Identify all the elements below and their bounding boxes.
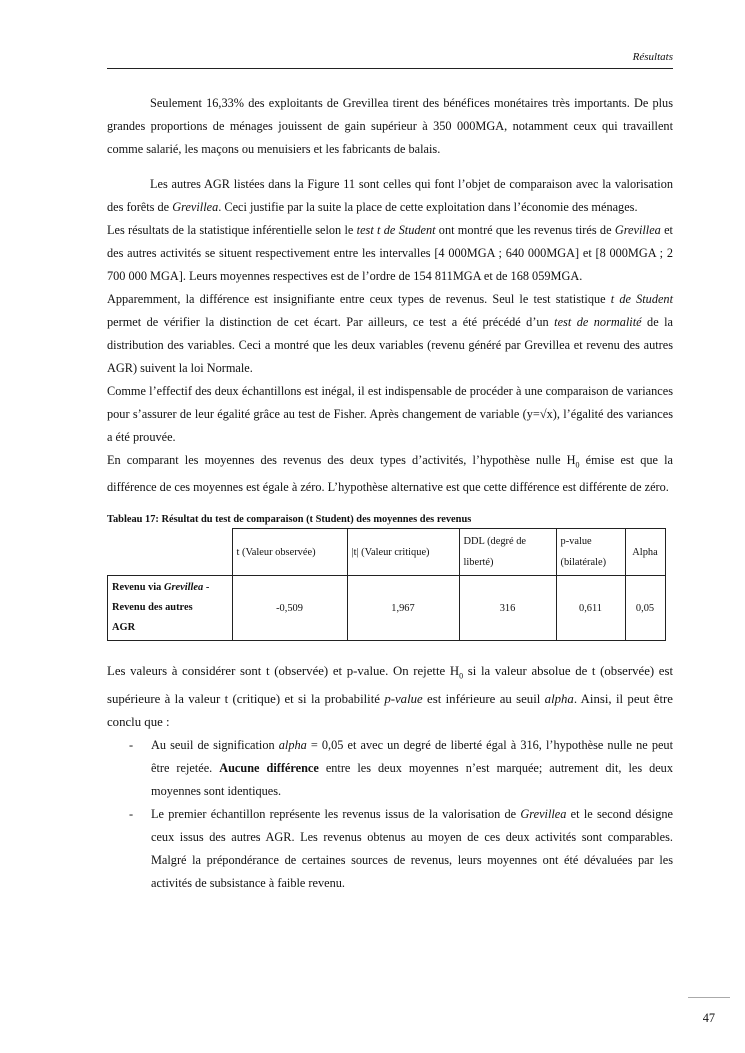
header-rule (107, 68, 673, 69)
cell-ddl: 316 (459, 576, 556, 641)
p3-text-a: Les résultats de la statistique inférentielle selon le (107, 223, 357, 237)
spacer (107, 161, 673, 173)
after-text-4: est inférieure au seuil (422, 692, 545, 706)
p6-subscript: 0 (575, 460, 580, 470)
after-subscript: 0 (459, 672, 464, 681)
after-text-1: Les valeurs à considérer sont t (observée) et p-value. On rejette H (107, 664, 460, 679)
dash-bullet: - (129, 807, 134, 821)
p4-test-name: t de Student (610, 292, 673, 306)
after-text-2: si la valeur absolue de t (observée) est supérieure à la valeur t (critique) et si la probabilité (107, 664, 673, 706)
list-item (107, 803, 673, 895)
cell-pvalue: 0,611 (556, 576, 625, 641)
paragraph-1: Seulement 16,33% des exploitants de Grevillea tirent des bénéfices monétaires très importants. De plus grandes proportions de ménages jouissent de gain supérieur à 350 000MGA, notamment ceux qui travaillent comme salarié, les maçons ou menuisiers et les fabricants de balais. (107, 96, 673, 156)
after-alpha: alpha (544, 692, 574, 706)
paragraph-5: Comme l’effectif des deux échantillons est inégal, il est indispensable de procéder à une comparaison de variances pour s’assurer de leur égalité grâce au test de Fisher. Après changement de variable (y=√x), l’égalité des variances a été prouvée. (107, 384, 673, 444)
p6-text-b: émise est que la différence de ces moyennes est égale à zéro. L’hypothèse alternative est que cette différence est différente de zéro. (107, 453, 673, 495)
row-label-e: AGR (112, 622, 136, 634)
list-item (107, 734, 673, 803)
table-header-row (108, 529, 666, 576)
b2-species: Grevillea (520, 807, 567, 821)
b1-text-e: entre les deux moyennes n’est marquée; autrement dit, les deux moyennes sont identiques. (151, 761, 673, 798)
table-caption: Tableau 17: Résultat du test de comparaison (t Student) des moyennes des revenus (107, 514, 472, 526)
b1-text-c: = 0,05 et avec un degré de liberté égal à 316, l’hypothèse nulle ne peut être rejetée. (151, 738, 673, 775)
after-pvalue: p-value (384, 692, 423, 706)
conclusion-list (107, 734, 673, 895)
header-alpha: Alpha (625, 529, 665, 576)
p4-normality-test: test de normalité (554, 315, 642, 329)
b1-alpha: alpha (278, 738, 307, 752)
p6-text-a: En comparant les moyennes des revenus des deux types d’activités, l’hypothèse nulle H (107, 453, 576, 467)
p4-text-a: Apparemment, la différence est insignifiante entre ceux types de revenus. Seul le test statistique (107, 292, 611, 306)
header-t-observed: t (Valeur observée) (232, 529, 347, 576)
table-row (108, 576, 666, 641)
paragraph-2 (107, 173, 673, 219)
after-text-6: . Ainsi, il peut être conclu que : (107, 692, 673, 729)
paragraph-6 (107, 449, 673, 499)
p2-text-a: Les autres AGR listées dans la Figure 11 sont celles qui font l’objet de comparaison avec la valorisation des forêts de (107, 177, 673, 214)
b2-text-a: Le premier échantillon représente les revenus issus de la valorisation de (151, 807, 521, 821)
row-label-c: - (203, 582, 210, 594)
p4-text-e: de la distribution des variables. Ceci a montré que les deux variables (revenu généré par Grevillea et revenu des autres AGR) suivent la loi Normale. (107, 315, 673, 375)
paragraph-4 (107, 288, 673, 380)
page-number: 47 (702, 1011, 715, 1025)
row-label-d: Revenu des autres (112, 602, 193, 614)
header-ddl-line2: liberté) (463, 557, 494, 569)
results-table (107, 528, 666, 641)
header-t-critical: |t| (Valeur critique) (347, 529, 459, 576)
header-ddl-line1: DDL (degré de (463, 536, 527, 548)
paragraph-3 (107, 219, 673, 288)
b2-text-c: et le second désigne ceux issus des autres AGR. Les revenus obtenus au moyen de ces deux activités sont comparables. Malgré la prépondérance de certaines sources de revenus, leurs moyennes ont été dévaluées par les activités de subsistance à faible revenu. (151, 807, 673, 890)
p2-text-c: . Ceci justifie par la suite la place de cette exploitation dans l’économie des ménages. (218, 200, 638, 214)
header-ddl (459, 529, 556, 576)
p3-text-c: ont montré que les revenus tirés de (435, 223, 615, 237)
dash-bullet: - (129, 738, 134, 752)
p4-text-c: permet de vérifier la distinction de cet écart. Par ailleurs, ce test a été précédé d’un (107, 315, 555, 329)
b1-text-a: Au seuil de signification (151, 738, 279, 752)
running-header: Résultats (632, 51, 673, 63)
header-pvalue (556, 529, 625, 576)
p2-species: Grevillea (172, 200, 219, 214)
footer-rule (688, 997, 730, 998)
cell-t-observed: -0,509 (232, 576, 347, 641)
b1-emphasis: Aucune différence (219, 761, 319, 775)
p3-test-name: test t de Student (356, 223, 436, 237)
paragraph-interpretation (107, 660, 673, 734)
row-label-species: Grevillea (163, 582, 204, 594)
p3-text-e: et des autres activités se situent respectivement entre les intervalles [4 000MGA ; 640 000MGA] et [8 000MGA ; 2 700 000 MGA]. Leurs moyennes respectives est de l’ordre de 154 811MGA et de 168 059MGA. (107, 223, 673, 283)
p3-species: Grevillea (614, 223, 661, 237)
row-label (108, 576, 233, 641)
page-body (107, 92, 673, 895)
header-pvalue-line2: (bilatérale) (560, 557, 607, 569)
cell-alpha: 0,05 (625, 576, 665, 641)
row-label-a: Revenu via (112, 582, 164, 594)
cell-t-critical: 1,967 (347, 576, 459, 641)
table-corner-cell (108, 529, 233, 576)
header-pvalue-line1: p-value (560, 536, 592, 548)
